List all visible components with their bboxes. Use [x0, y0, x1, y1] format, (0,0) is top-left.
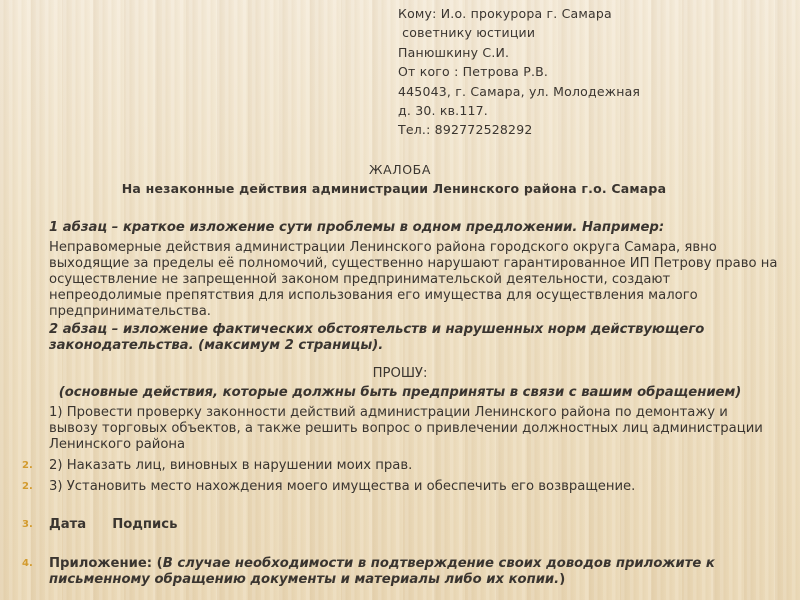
- addressee-block: [398, 4, 640, 140]
- date-label: Дата: [49, 517, 87, 532]
- attachment-close: ): [559, 572, 566, 587]
- list-number: 2.: [22, 460, 33, 471]
- paragraph1-text: Неправомерные действия администрации Ленинского района городского округа Самара, явно выходящие за пределы её полномочий, существенно нарушают гарантированное ИП Петрову право на осуществление не запрещенной законом предпринимательской деятельности, создают непреодолимые препятствия для использования его имущества для осуществления малого предпринимательства.: [49, 240, 778, 319]
- document-title: ЖАЛОБА: [369, 162, 431, 177]
- request-subheading: (основные действия, которые должны быть предприняты в связи с вашим обращением): [58, 385, 742, 400]
- request-item-2-text: 2) Наказать лиц, виновных в нарушении моих прав.: [49, 458, 413, 473]
- signature-label: Подпись: [112, 517, 178, 532]
- attachment-instruction: В случае необходимости в подтверждение своих доводов приложите к письменному обращению документы и материалы либо их копии.: [49, 556, 715, 587]
- addressee-name: Панюшкину С.И.: [398, 44, 510, 60]
- request-item-3-text: 3) Установить место нахождения моего имущества и обеспечить его возвращение.: [49, 479, 636, 494]
- attachment-text: [49, 556, 779, 588]
- request-item-1: 1) Провести проверку законности действий администрации Ленинского района по демонтажу и вывозу торговых объектов, а также решить вопрос о привлечении должностных лиц администрации Ленинского района: [49, 405, 763, 452]
- list-number: 2.: [22, 481, 33, 492]
- addressee-rank: советнику юстиции: [398, 25, 536, 41]
- document-subtitle: На незаконные действия администрации Ленинского района г.о. Самара: [121, 181, 667, 196]
- addressee-to: Кому: И.о. прокурора г. Самара: [398, 6, 612, 21]
- list-number: 4.: [22, 558, 33, 569]
- sender-address: 445043, г. Самара, ул. Молодежная: [398, 83, 641, 99]
- complaint-body: [49, 220, 779, 354]
- paragraph2: 2 абзац – изложение фактических обстоятельств и нарушенных норм действующего законодательства. (максимум 2 страницы).: [49, 322, 705, 353]
- sender-name: От кого : Петрова Р.В.: [398, 64, 549, 80]
- request-heading: ПРОШУ:: [372, 366, 428, 381]
- attachment-label: Приложение: (: [49, 556, 163, 571]
- date-signature: [49, 517, 779, 533]
- paragraph1-heading: 1 абзац – краткое изложение сути проблемы в одном предложении. Например:: [49, 220, 665, 235]
- sender-apartment: д. 30. кв.117.: [398, 103, 488, 119]
- list-number: 3.: [22, 519, 33, 530]
- sender-phone: Тел.: 892772528292: [398, 122, 533, 138]
